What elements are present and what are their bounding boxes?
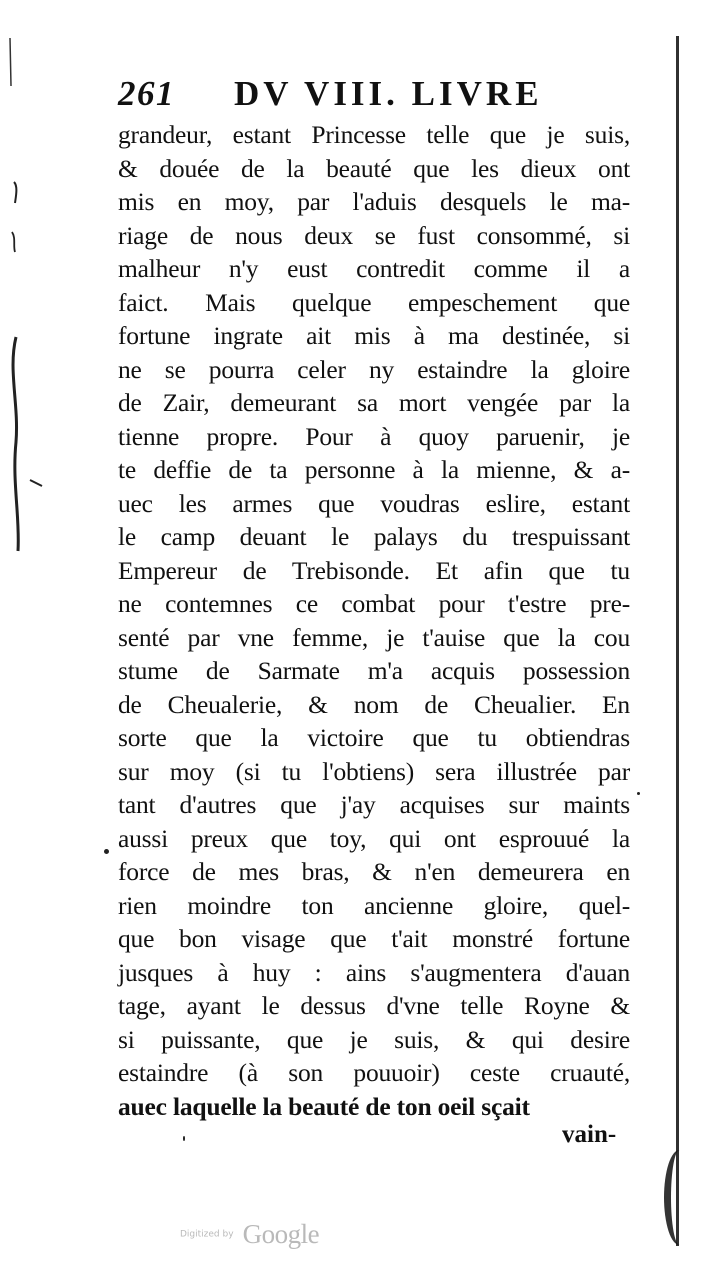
text-line: grandeur, estant Princesse telle que je suis,: [118, 120, 630, 149]
text-line: rien moindre ton ancienne gloire, quel-: [118, 890, 630, 920]
text-line: sur moy (si tu l'obtiens) sera illustrée par: [118, 756, 630, 786]
text-line: ne se pourra celer ny estaindre la gloire: [118, 354, 630, 384]
right-page-shadow: [664, 1150, 695, 1245]
page-speck: [104, 849, 109, 854]
text-line: malheur n'y eust contredit comme il a: [118, 254, 630, 283]
text-line: riage de nous deux se fust consommé, si: [118, 220, 630, 250]
text-line: stume de Sarmate m'a acquis possession: [118, 656, 630, 685]
text-line: jusques à huy : ains s'augmentera d'auan: [118, 957, 630, 987]
text-line: le camp deuant le palays du trespuissant: [118, 522, 630, 551]
catchword: vain-: [562, 1121, 617, 1148]
text-line: Empereur de Trebisonde. Et afin que tu: [118, 555, 630, 585]
text-line: mis en moy, par l'aduis desquels le ma-: [118, 187, 630, 216]
text-line: te deffie de ta personne à la mienne, & a-: [118, 455, 630, 484]
digitized-label: Digitized by: [180, 1229, 234, 1240]
page-number: 261: [118, 74, 175, 113]
text-line: faict. Mais quelque empeschement que: [118, 287, 630, 317]
text-line: aussi preux que toy, qui ont esprouué la: [118, 823, 630, 853]
text-line: que bon visage que t'ait monstré fortune: [118, 924, 630, 953]
text-line: de Zair, demeurant sa mort vengée par la: [118, 388, 630, 417]
digitized-by-google-watermark: [180, 1219, 319, 1250]
running-header: [118, 74, 638, 114]
text-line: tant d'autres que j'ay acquises sur maints: [118, 790, 630, 819]
text-line: sorte que la victoire que tu obtiendras: [118, 723, 630, 752]
text-line: si puissante, que je suis, & qui desire: [118, 1024, 630, 1054]
page-speck: [183, 1136, 185, 1141]
text-line: force de mes bras, & n'en demeurera en: [118, 857, 630, 886]
running-title: DV VIII. LIVRE: [234, 74, 543, 113]
body-text: [118, 118, 630, 1123]
text-line: ne contemnes ce combat pour t'estre pre-: [118, 589, 630, 618]
text-line: uec les armes que voudras eslire, estant: [118, 488, 630, 518]
page-speck: [637, 792, 640, 795]
right-gutter-line: [676, 36, 679, 1246]
text-line: fortune ingrate ait mis à ma destinée, si: [118, 321, 630, 350]
text-line: tage, ayant le dessus d'vne telle Royne &: [118, 991, 630, 1020]
text-line: auec laquelle la beauté de ton oeil sçait: [118, 1091, 530, 1121]
text-line: & douée de la beauté que les dieux ont: [118, 153, 630, 183]
text-line: tienne propre. Pour à quoy paruenir, je: [118, 421, 630, 451]
text-line: senté par vne femme, je t'auise que la cou: [118, 622, 630, 652]
text-line: estaindre (à son pouuoir) ceste cruauté,: [118, 1058, 630, 1087]
left-page-edge-marks: [0, 0, 55, 1280]
google-logo: Google: [242, 1219, 320, 1249]
text-line: de Cheualerie, & nom de Cheualier. En: [118, 689, 630, 719]
